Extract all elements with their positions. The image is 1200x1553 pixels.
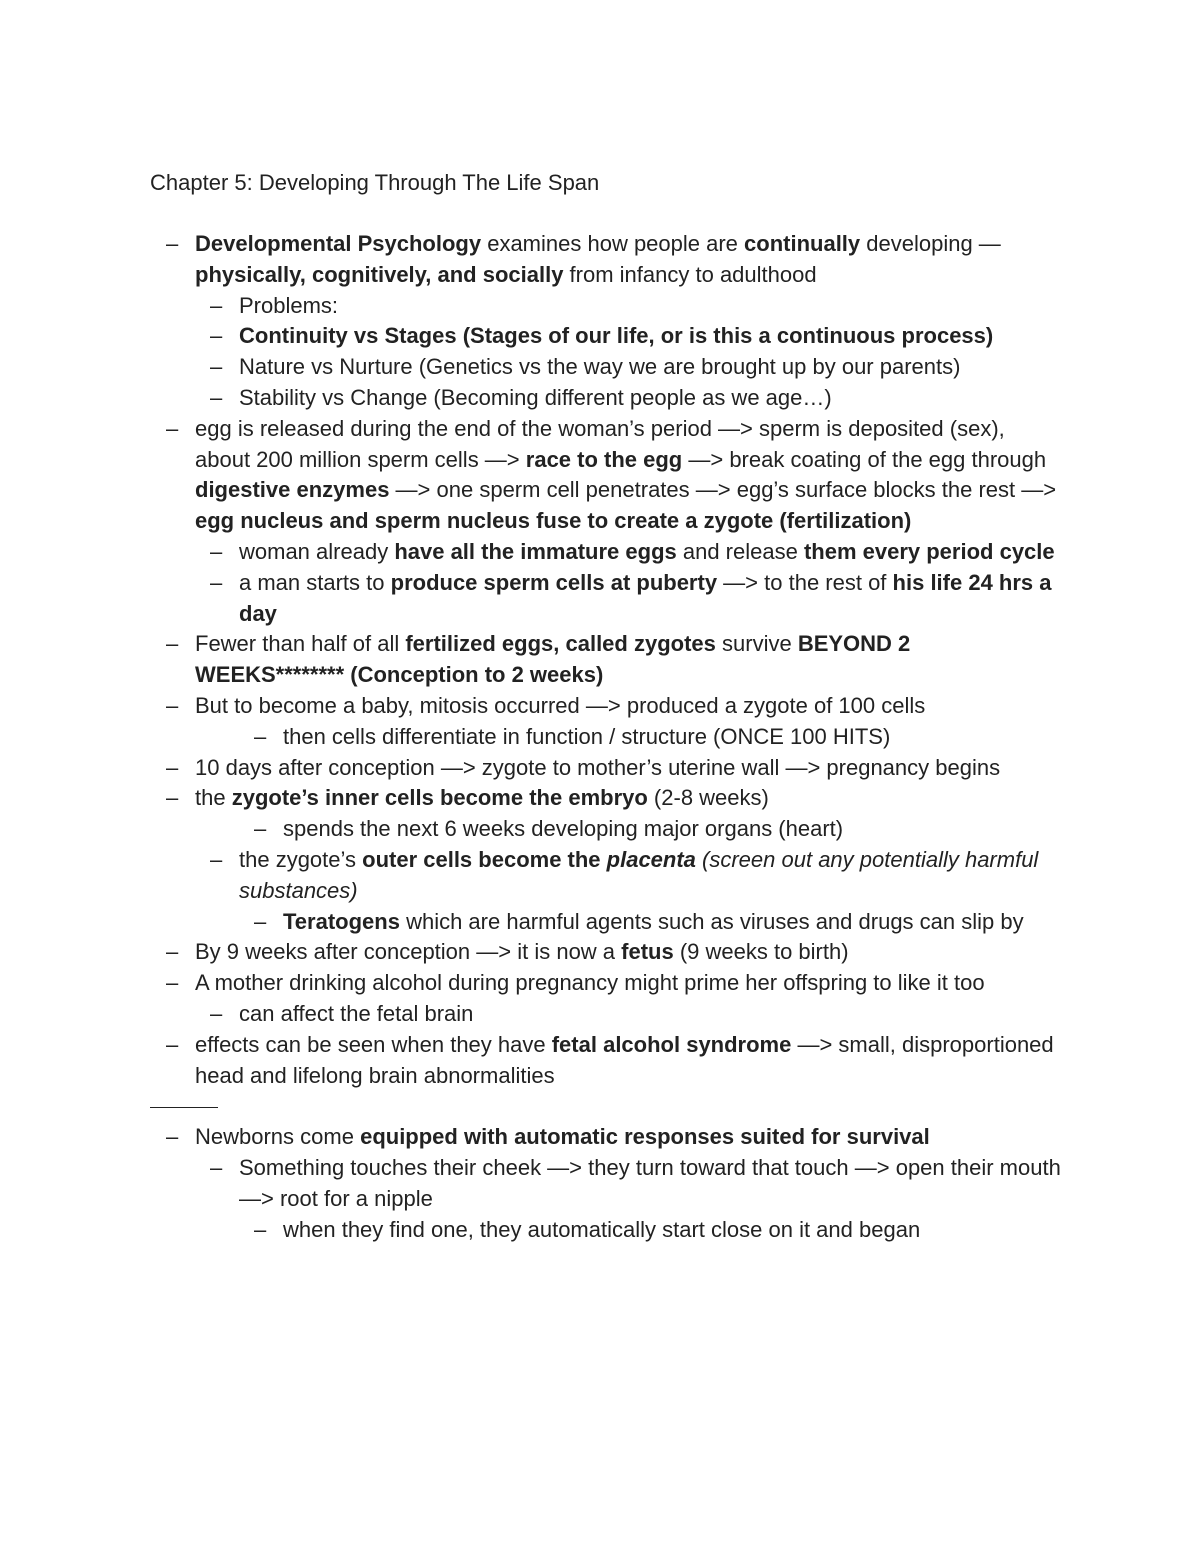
bullet-dash: – [166,754,179,780]
item-text: when they find one, they automatically start close on it and began [283,1216,921,1242]
item-text: zygote’s inner cells become the embryo [231,785,648,811]
list-item [0,753,1065,784]
bullet-dash: – [210,323,223,349]
bullet-dash: – [166,939,179,965]
list-item [0,414,1065,537]
item-text: Problems: [239,292,339,318]
bullet-dash: – [254,816,267,842]
list-item [0,907,1065,938]
item-text: (9 weeks to birth) [673,939,849,965]
bullet-dash: – [166,631,179,657]
bullet-dash: – [166,415,179,441]
item-text: equipped with automatic responses suited for survival [360,1124,930,1150]
list-item [0,783,1065,814]
item-text: Teratogens [283,908,400,934]
item-text: Developmental Psychology [195,231,482,256]
item-text: survive [715,631,798,657]
item-text: But to become a baby, mitosis occurred —> produced a zygote of 100 cells [195,692,926,718]
section-separator [0,1091,1200,1122]
item-text: physically, cognitively, and socially [195,261,564,287]
list-item [0,1215,1065,1246]
list-item [0,814,1065,845]
list-item [0,1153,1065,1215]
item-text: digestive enzymes [195,477,390,503]
item-text: woman already [239,538,395,564]
bullet-dash: – [166,692,179,718]
bullet-dash: – [166,231,179,256]
bullet-dash: – [254,908,267,934]
bullet-dash: – [210,354,223,380]
list-item [0,691,1065,722]
bullet-dash: – [210,1000,223,1026]
item-text: placenta [606,846,696,872]
item-text: egg is released during the end of the woman’s period —> sperm is deposited (sex), about 200 million sperm cells —> [195,415,1005,472]
item-text: effects can be seen when they have [195,1031,552,1057]
item-text: 10 days after conception —> zygote to mother’s uterine wall —> pregnancy begins [195,754,1001,780]
list-item [0,321,1065,352]
item-text: a man starts to [239,569,391,595]
list-item [0,229,1065,291]
item-text: fertilized eggs, called zygotes [405,631,716,657]
item-text: (screen out any potentially harmful substances) [239,846,1039,903]
item-text: BEYOND 2 WEEKS******** (Conception to 2 weeks) [195,631,911,688]
item-text: —> to the rest of [717,569,893,595]
list-item [0,1030,1065,1092]
bullet-dash: – [210,846,223,872]
list-item [0,1122,1065,1153]
notes-list [0,229,1200,1245]
item-text: By 9 weeks after conception —> it is now a [195,939,622,965]
bullet-dash: – [166,1031,179,1057]
item-text: Continuity vs Stages (Stages of our life, or is this a continuous process) [239,323,994,349]
item-text: —> small, disproportioned head and lifelong brain abnormalities [195,1031,1054,1088]
item-text: race to the egg [525,446,683,472]
item-text: then cells differentiate in function / structure (ONCE 100 HITS) [283,723,891,749]
item-text: the zygote’s [239,846,363,872]
list-item [0,937,1065,968]
item-text: Newborns come [195,1124,361,1150]
item-text: produce sperm cells at puberty [390,569,718,595]
bullet-dash: – [254,1216,267,1242]
item-text: them every period cycle [803,538,1055,564]
item-text: Stability vs Change (Becoming different people as we age…) [239,384,832,410]
bullet-dash: – [166,1124,179,1150]
separator-rule [150,1107,218,1108]
bullet-dash: – [210,1154,223,1180]
list-item [0,383,1065,414]
list-item [0,291,1065,322]
item-text: Nature vs Nurture (Genetics vs the way we are brought up by our parents) [239,354,961,380]
item-text: —> break coating of the egg through [682,446,1047,472]
bullet-dash: – [210,292,223,318]
item-text: and release [676,538,804,564]
bullet-dash: – [166,970,179,996]
item-text: outer cells become the [362,846,607,872]
item-text: his life 24 hrs a day [239,569,1052,626]
item-text: A mother drinking alcohol during pregnancy might prime her offspring to like it too [195,970,985,996]
bullet-dash: – [210,384,223,410]
item-text: developing — [860,231,1001,256]
item-text: from infancy to adulthood [563,261,817,287]
list-item [0,722,1065,753]
list-item [0,568,1065,630]
bullet-dash: – [210,538,223,564]
item-text: spends the next 6 weeks developing major organs (heart) [283,816,844,842]
list-item [0,629,1065,691]
item-text: the [195,785,232,811]
item-text: Something touches their cheek —> they turn toward that touch —> open their mouth —> root for a nipple [239,1154,1061,1211]
item-text: fetus [621,939,674,965]
bullet-dash: – [254,723,267,749]
list-item [0,845,1065,907]
item-text: egg nucleus and sperm nucleus fuse to create a zygote (fertilization) [195,508,912,534]
item-text: (2-8 weeks) [647,785,769,811]
item-text: continually [744,231,861,256]
item-text: examines how people are [481,231,745,256]
list-item [0,537,1065,568]
list-item [0,968,1065,999]
page-title: Chapter 5: Developing Through The Life Span [150,170,600,195]
item-text: have all the immature eggs [394,538,677,564]
list-item [0,352,1065,383]
item-text: —> one sperm cell penetrates —> egg’s surface blocks the rest —> [389,477,1057,503]
item-text: can affect the fetal brain [239,1000,474,1026]
list-item [0,999,1065,1030]
item-text: which are harmful agents such as viruses and drugs can slip by [399,908,1024,934]
item-text: fetal alcohol syndrome [551,1031,792,1057]
item-text: Fewer than half of all [195,631,406,657]
bullet-dash: – [166,785,179,811]
bullet-dash: – [210,569,223,595]
